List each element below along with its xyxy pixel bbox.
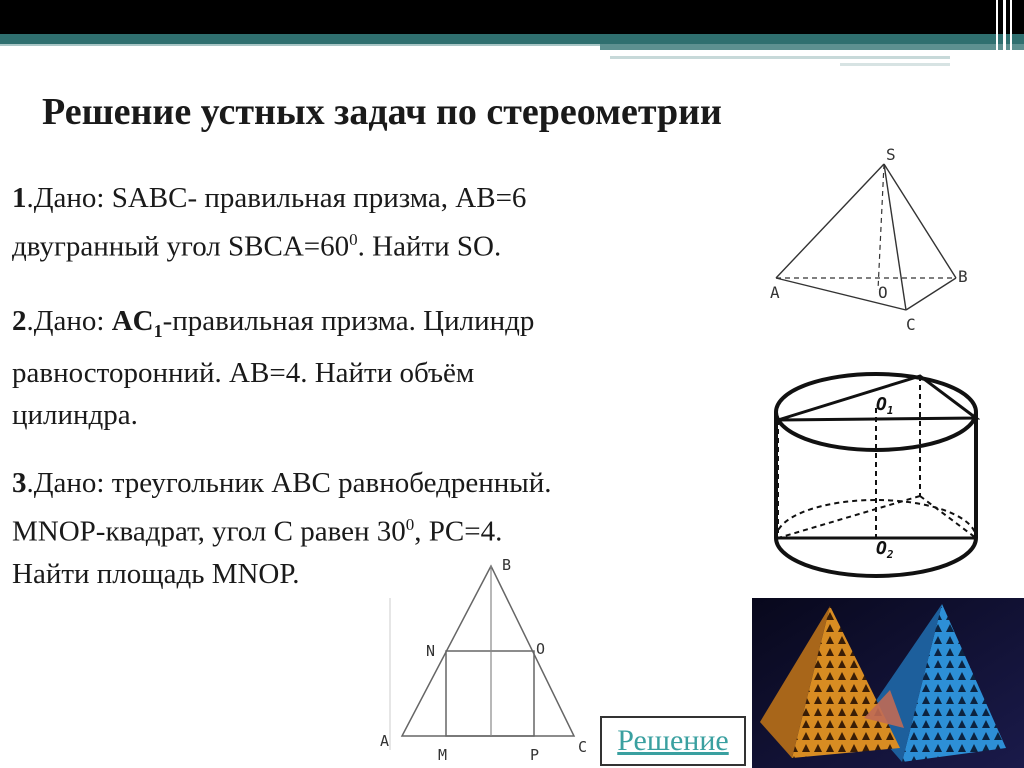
degree-superscript: 0 xyxy=(349,230,358,249)
label-C: C xyxy=(906,315,916,334)
label-P: P xyxy=(530,746,540,764)
header-vbar xyxy=(1010,0,1012,70)
header-stripe-thin-short xyxy=(840,63,950,66)
label-O: O xyxy=(878,283,888,302)
problem-text: MNOP-квадрат, угол C равен 30 xyxy=(12,515,406,548)
header-stripe-light xyxy=(0,44,600,46)
header-vbar xyxy=(996,0,998,70)
pyramid-figure xyxy=(760,130,1000,340)
figure-background xyxy=(376,554,602,766)
header-stripe xyxy=(0,34,1024,44)
label-O1: $O_1$ xyxy=(876,394,894,417)
label-O2: $O_2$ xyxy=(876,538,894,561)
cylinder-figure xyxy=(772,368,980,586)
label-O: O xyxy=(536,640,546,658)
header-stripe-right xyxy=(600,44,1024,50)
problem-text: , PC=4. xyxy=(414,515,503,548)
figure-background xyxy=(760,130,1000,340)
sierpinski-pyramids-image xyxy=(752,598,1024,768)
problem-text: . Найти SO. xyxy=(357,230,502,263)
triangle-figure xyxy=(376,554,602,766)
problem-text: цилиндра. xyxy=(12,398,138,431)
label-M: M xyxy=(438,746,448,764)
problem-text: .Дано: SABC- правильная призма, AB=6 xyxy=(26,182,527,214)
problem-text: двугранный угол SBCA=60 xyxy=(12,230,350,263)
problem-text: равносторонний. AB=4. Найти объём xyxy=(12,356,475,389)
label-C: C xyxy=(578,738,588,756)
label-B: B xyxy=(958,267,968,286)
label-A: A xyxy=(770,283,780,302)
prism-name: AC xyxy=(111,305,154,337)
problem-1 xyxy=(12,177,526,268)
label-A: A xyxy=(380,732,390,750)
header-stripe-thin xyxy=(610,56,950,59)
problem-number: 1 xyxy=(12,182,27,214)
bottom-triangle-left xyxy=(778,496,920,538)
solution-link-button[interactable]: Решение xyxy=(600,716,746,766)
problem-2 xyxy=(12,300,534,436)
header-vbar xyxy=(1003,0,1006,70)
problem-number: 2 xyxy=(12,305,27,337)
top-bar xyxy=(0,0,1024,34)
label-N: N xyxy=(426,642,436,660)
label-S: S xyxy=(886,145,896,164)
problem-text: -правильная призма. Цилиндр xyxy=(162,305,535,337)
label-B: B xyxy=(502,556,512,574)
problem-text: Найти площадь MNOP. xyxy=(12,557,300,590)
degree-superscript: 0 xyxy=(405,515,415,534)
prism-subscript: 1 xyxy=(153,320,163,341)
bottom-triangle-right xyxy=(920,496,976,538)
slide-title: Решение устных задач по стереометрии xyxy=(42,91,722,133)
problem-text: .Дано: xyxy=(26,305,112,337)
problem-text: .Дано: треугольник ABC равнобедренный. xyxy=(26,467,552,499)
problem-number: 3 xyxy=(12,467,27,499)
